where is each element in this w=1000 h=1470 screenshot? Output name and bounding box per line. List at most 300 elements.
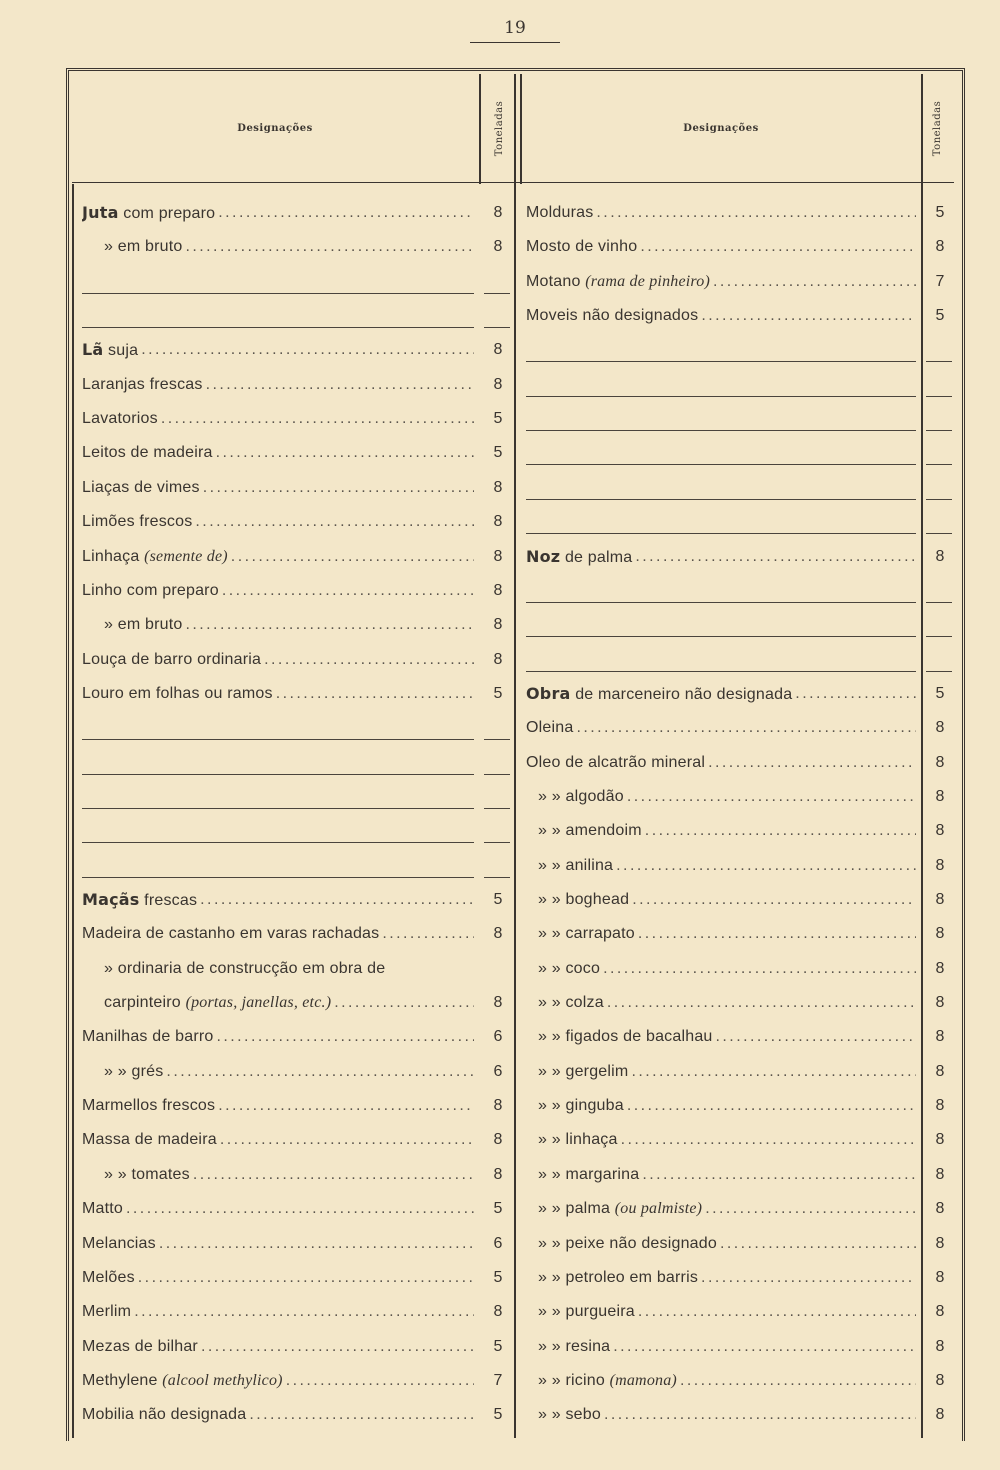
row-text: » » colza [538,994,604,1012]
page-number: 19 [470,18,560,43]
leader-dots [635,548,916,566]
row-tonnage: 8 [493,375,503,393]
row-tonnage: 8 [935,719,945,737]
blank-entry-line [82,293,474,294]
leader-dots [216,1028,474,1046]
row-italic-note: (semente de) [144,547,228,565]
blank-entry-line [82,327,474,328]
blank-entry-line [526,464,916,465]
row-text: » em bruto [104,616,183,634]
table-row [82,265,512,299]
table-row [82,1398,512,1432]
row-text: Linho com preparo [82,581,219,599]
leader-dots [249,1406,474,1424]
leader-dots [134,1303,474,1321]
table-row [82,883,512,917]
row-text: Matto [82,1200,124,1218]
row-designation [82,651,474,669]
leader-dots [203,479,474,497]
row-tonnage: 5 [935,684,945,702]
table-row [526,230,956,264]
leader-dots [382,925,474,943]
table-row [526,986,956,1020]
table-row [526,265,956,299]
row-text: » » gergelim [538,1062,629,1080]
row-text: » » anilina [538,856,614,874]
leader-dots [604,1406,916,1424]
table-row [526,746,956,780]
table-header [72,74,954,183]
row-tonnage: 8 [493,238,503,256]
row-text: Louro em folhas ou ramos [82,684,273,702]
row-text: » em bruto [104,238,183,256]
row-designation [82,1406,474,1424]
row-designation [538,1235,916,1253]
row-designation [538,1166,916,1184]
row-text: Melões [82,1268,135,1286]
blank-entry-line [526,430,916,431]
table-row [526,574,956,608]
table-row [82,1089,512,1123]
row-tonnage: 8 [935,1028,945,1046]
header-toneladas-left-label: Toneladas [494,100,506,156]
row-designation [538,1028,916,1046]
row-tonnage: 8 [935,787,945,805]
table-row [82,849,512,883]
row-text: Mobilia não designada [82,1406,247,1424]
row-designation [82,340,474,360]
row-text: » » ginguba [538,1097,624,1115]
row-tonnage: 5 [493,1406,503,1424]
table-row [526,402,956,436]
row-tonnage: 5 [493,1268,503,1286]
row-tonnage: 8 [493,994,503,1012]
header-designacoes-left [72,74,478,182]
leader-dots [216,444,474,462]
header-designacoes-left-label: Designações [237,122,313,134]
row-designation [82,1028,474,1046]
row-designation [82,479,474,497]
table-row [82,814,512,848]
leader-dots [231,548,474,566]
row-text: Massa de madeira [82,1131,217,1149]
row-designation [82,925,474,943]
leader-dots [195,513,474,531]
row-designation [82,1235,474,1253]
leader-dots [638,1303,916,1321]
row-tonnage: 8 [935,1303,945,1321]
row-designation [526,754,916,772]
table-row [526,505,956,539]
row-designation [104,994,474,1012]
leader-dots [627,788,916,806]
row-designation [538,822,916,840]
row-tonnage: 8 [493,925,503,943]
table-row [82,1055,512,1089]
row-italic-note: (alcool methylico) [162,1371,283,1389]
row-text: Oleo de alcatrão mineral [526,753,706,771]
row-text: Limões frescos [82,513,193,531]
row-designation [538,925,916,943]
leader-dots [716,1028,916,1046]
row-designation [538,994,916,1012]
row-tonnage: 6 [493,1062,503,1080]
row-designation [104,616,474,634]
row-designation [526,684,916,704]
leader-dots [286,1372,474,1390]
row-italic-note: (mamona) [609,1371,677,1389]
blank-value-line [926,430,952,431]
row-designation [82,513,474,531]
row-text: » » tomates [104,1165,190,1183]
row-tonnage: 8 [935,891,945,908]
row-designation [526,547,916,567]
leader-dots [185,238,474,256]
table-row [526,952,956,986]
table-row [526,471,956,505]
table-row [526,711,956,745]
leader-dots [680,1372,916,1390]
blank-entry-line [526,636,916,637]
table-row [526,1089,956,1123]
row-text: » » margarina [538,1165,640,1183]
row-tonnage: 8 [935,1097,945,1115]
row-tonnage: 8 [493,616,503,634]
row-tonnage: 8 [493,204,503,221]
row-designation [538,1372,916,1390]
row-keyword: Maçãs [82,890,140,909]
blank-entry-line [526,671,916,672]
table-row [82,1364,512,1398]
leader-dots [334,994,474,1012]
header-toneladas-right [922,74,954,182]
blank-entry-line [82,808,474,809]
table-row [82,196,512,230]
row-text: com preparo [118,205,216,222]
row-tonnage: 8 [493,1303,503,1321]
row-tonnage: 6 [493,1234,503,1252]
row-tonnage: 8 [935,1131,945,1149]
row-text: » » coco [538,959,601,977]
row-designation [538,857,916,875]
row-designation [526,307,916,325]
leader-dots [642,1166,916,1184]
row-tonnage: 6 [493,1028,503,1046]
leader-dots [627,1097,916,1115]
row-tonnage: 5 [935,307,945,325]
table-row [82,986,512,1020]
row-tonnage: 5 [493,410,503,428]
row-text: Lavatorios [82,410,158,428]
table-row [82,574,512,608]
row-text: Melancias [82,1234,156,1252]
leader-dots [201,1338,474,1356]
row-designation [82,685,474,703]
row-tonnage: 8 [935,1337,945,1355]
row-text: » » amendoim [538,822,642,840]
row-text: Methylene [82,1371,163,1389]
table-row [82,402,512,436]
header-designacoes-right-label: Designações [683,122,759,134]
blank-value-line [484,739,510,740]
row-tonnage: 8 [935,753,945,771]
table-row [82,1261,512,1295]
leader-dots [708,754,916,772]
table-row [526,677,956,711]
table-row [82,1192,512,1226]
leader-dots [218,204,474,222]
leader-dots [613,1338,916,1356]
row-text: » » carrapato [538,925,635,943]
table-row [526,780,956,814]
table-row [82,1020,512,1054]
leader-dots [603,960,916,978]
table-row [526,849,956,883]
table-row [526,643,956,677]
blank-entry-line [82,877,474,878]
table-row [526,368,956,402]
row-text: Laranjas frescas [82,375,203,393]
leader-dots [220,1131,474,1149]
leader-dots [607,994,916,1012]
leader-dots [795,685,916,703]
blank-value-line [926,533,952,534]
blank-value-line [926,464,952,465]
rule-left-ton-header [479,74,481,184]
row-text: Molduras [526,204,594,221]
header-designacoes-right [522,74,920,182]
row-tonnage: 8 [935,1234,945,1252]
table-row [82,643,512,677]
leader-dots [631,1063,916,1081]
row-designation [526,273,916,291]
row-text: » » boghead [538,891,630,908]
row-keyword: Juta [82,203,119,222]
row-text: Mosto de vinho [526,238,638,256]
leader-dots [632,891,916,909]
row-italic-note: (ou palmiste) [614,1200,703,1218]
table-row [526,540,956,574]
row-tonnage: 8 [493,513,503,531]
rule-middle-inner [520,74,522,184]
table-row [82,540,512,574]
leader-dots [141,341,474,359]
row-designation [82,376,474,394]
leader-dots [720,1235,916,1253]
row-text: Mezas de bilhar [82,1337,198,1355]
row-designation [82,410,474,428]
row-designation [538,1303,916,1321]
table-row [82,1123,512,1157]
table-row [82,917,512,951]
blank-entry-line [82,774,474,775]
row-text: » » sebo [538,1406,601,1424]
row-tonnage: 8 [493,650,503,668]
row-designation [82,1338,474,1356]
row-designation [104,1063,474,1081]
row-designation [104,238,474,256]
table-row [526,814,956,848]
row-text: Oleina [526,719,574,737]
row-italic-note: (rama de pinheiro) [585,272,710,290]
leader-dots [576,719,916,737]
table-row [82,1295,512,1329]
table-row [526,1261,956,1295]
row-designation [526,204,916,222]
row-text: Motano [526,272,586,290]
row-text: » » peixe não designado [538,1234,717,1252]
row-designation [82,1200,474,1218]
leader-dots [159,1235,474,1253]
leader-dots [222,582,474,600]
table-row [82,1158,512,1192]
row-tonnage: 5 [493,1337,503,1355]
row-tonnage: 8 [935,1406,945,1424]
leader-dots [185,616,474,634]
row-tonnage: 8 [493,1097,503,1115]
row-text: de palma [560,548,633,566]
leader-dots [161,410,474,428]
leader-dots [713,273,916,291]
row-designation [82,548,474,566]
table-row [82,471,512,505]
row-designation [538,1200,916,1218]
leader-dots [138,1269,474,1287]
row-designation [538,1131,916,1149]
row-tonnage: 8 [935,959,945,977]
row-designation [82,1269,474,1287]
table-row [82,368,512,402]
row-tonnage: 8 [935,856,945,874]
table-row [526,1227,956,1261]
blank-entry-line [526,499,916,500]
table-row [82,711,512,745]
row-designation [82,582,474,600]
row-designation [538,1269,916,1287]
row-designation [82,890,474,910]
header-toneladas-right-label: Toneladas [932,100,944,156]
row-text: suja [103,342,139,360]
table-row [82,952,512,986]
rule-middle [514,74,516,1438]
row-text: » » purgueira [538,1303,635,1321]
row-text: Leitos de madeira [82,444,213,462]
blank-entry-line [526,396,916,397]
row-tonnage: 8 [935,238,945,256]
row-tonnage: 7 [493,1371,503,1389]
row-italic-note: (portas, janellas, etc.) [185,994,332,1012]
table-row [526,1158,956,1192]
row-designation [538,891,916,909]
blank-value-line [484,327,510,328]
row-text: Manilhas de barro [82,1028,214,1046]
row-keyword: Obra [526,683,571,703]
leader-dots [640,238,916,256]
blank-value-line [926,636,952,637]
blank-value-line [484,877,510,878]
row-tonnage: 8 [935,1165,945,1183]
row-tonnage: 7 [935,272,945,290]
leader-dots [218,1097,474,1115]
leader-dots [200,891,474,909]
leader-dots [206,376,474,394]
row-text: Linhaça [82,547,145,565]
leader-dots [166,1063,474,1081]
row-text: » » petroleo em barris [538,1268,699,1286]
row-tonnage: 8 [493,1131,503,1149]
leader-dots [276,685,474,703]
row-tonnage: 8 [935,1268,945,1286]
table-row [82,436,512,470]
table-row [526,1020,956,1054]
row-designation [526,719,916,737]
blank-value-line [926,361,952,362]
row-text: » » algodão [538,787,624,805]
row-text: » » palma [538,1200,615,1218]
table-row [526,1123,956,1157]
blank-value-line [926,499,952,500]
row-designation [538,788,916,806]
row-designation [82,1372,474,1390]
row-text: » » grés [104,1062,164,1080]
row-tonnage: 5 [493,684,503,702]
row-tonnage: 8 [935,1200,945,1218]
row-text: » » ricino [538,1371,610,1389]
row-text: Madeira de castanho em varas rachadas [82,925,380,943]
leader-dots [701,307,916,325]
table-row [526,196,956,230]
table-row [526,436,956,470]
table-row [526,1398,956,1432]
blank-entry-line [526,533,916,534]
leader-dots [645,822,916,840]
table-row [526,1330,956,1364]
row-designation [538,1097,916,1115]
blank-value-line [926,671,952,672]
leader-dots [126,1200,474,1218]
table-row [82,780,512,814]
row-keyword: Noz [526,546,561,566]
row-designation [82,1097,474,1115]
table-row [526,608,956,642]
blank-value-line [484,808,510,809]
blank-value-line [926,602,952,603]
leader-dots [621,1131,916,1149]
row-tonnage: 8 [935,925,945,943]
row-designation [104,960,474,978]
row-tonnage: 8 [935,1062,945,1080]
row-designation [82,444,474,462]
row-tonnage: 8 [493,341,503,359]
blank-value-line [926,396,952,397]
row-tonnage: 5 [493,444,503,462]
leader-dots [596,204,916,222]
row-text: Louça de barro ordinaria [82,650,262,668]
blank-value-line [484,293,510,294]
row-designation [538,1338,916,1356]
row-tonnage: 5 [493,891,503,908]
blank-entry-line [526,361,916,362]
leader-dots [638,925,916,943]
row-designation [538,1063,916,1081]
row-tonnage: 8 [493,1165,503,1183]
row-tonnage: 5 [935,204,945,221]
row-tonnage: 8 [935,994,945,1012]
leader-dots [193,1166,474,1184]
table-row [82,677,512,711]
row-tonnage: 8 [493,581,503,599]
leader-dots [705,1200,916,1218]
